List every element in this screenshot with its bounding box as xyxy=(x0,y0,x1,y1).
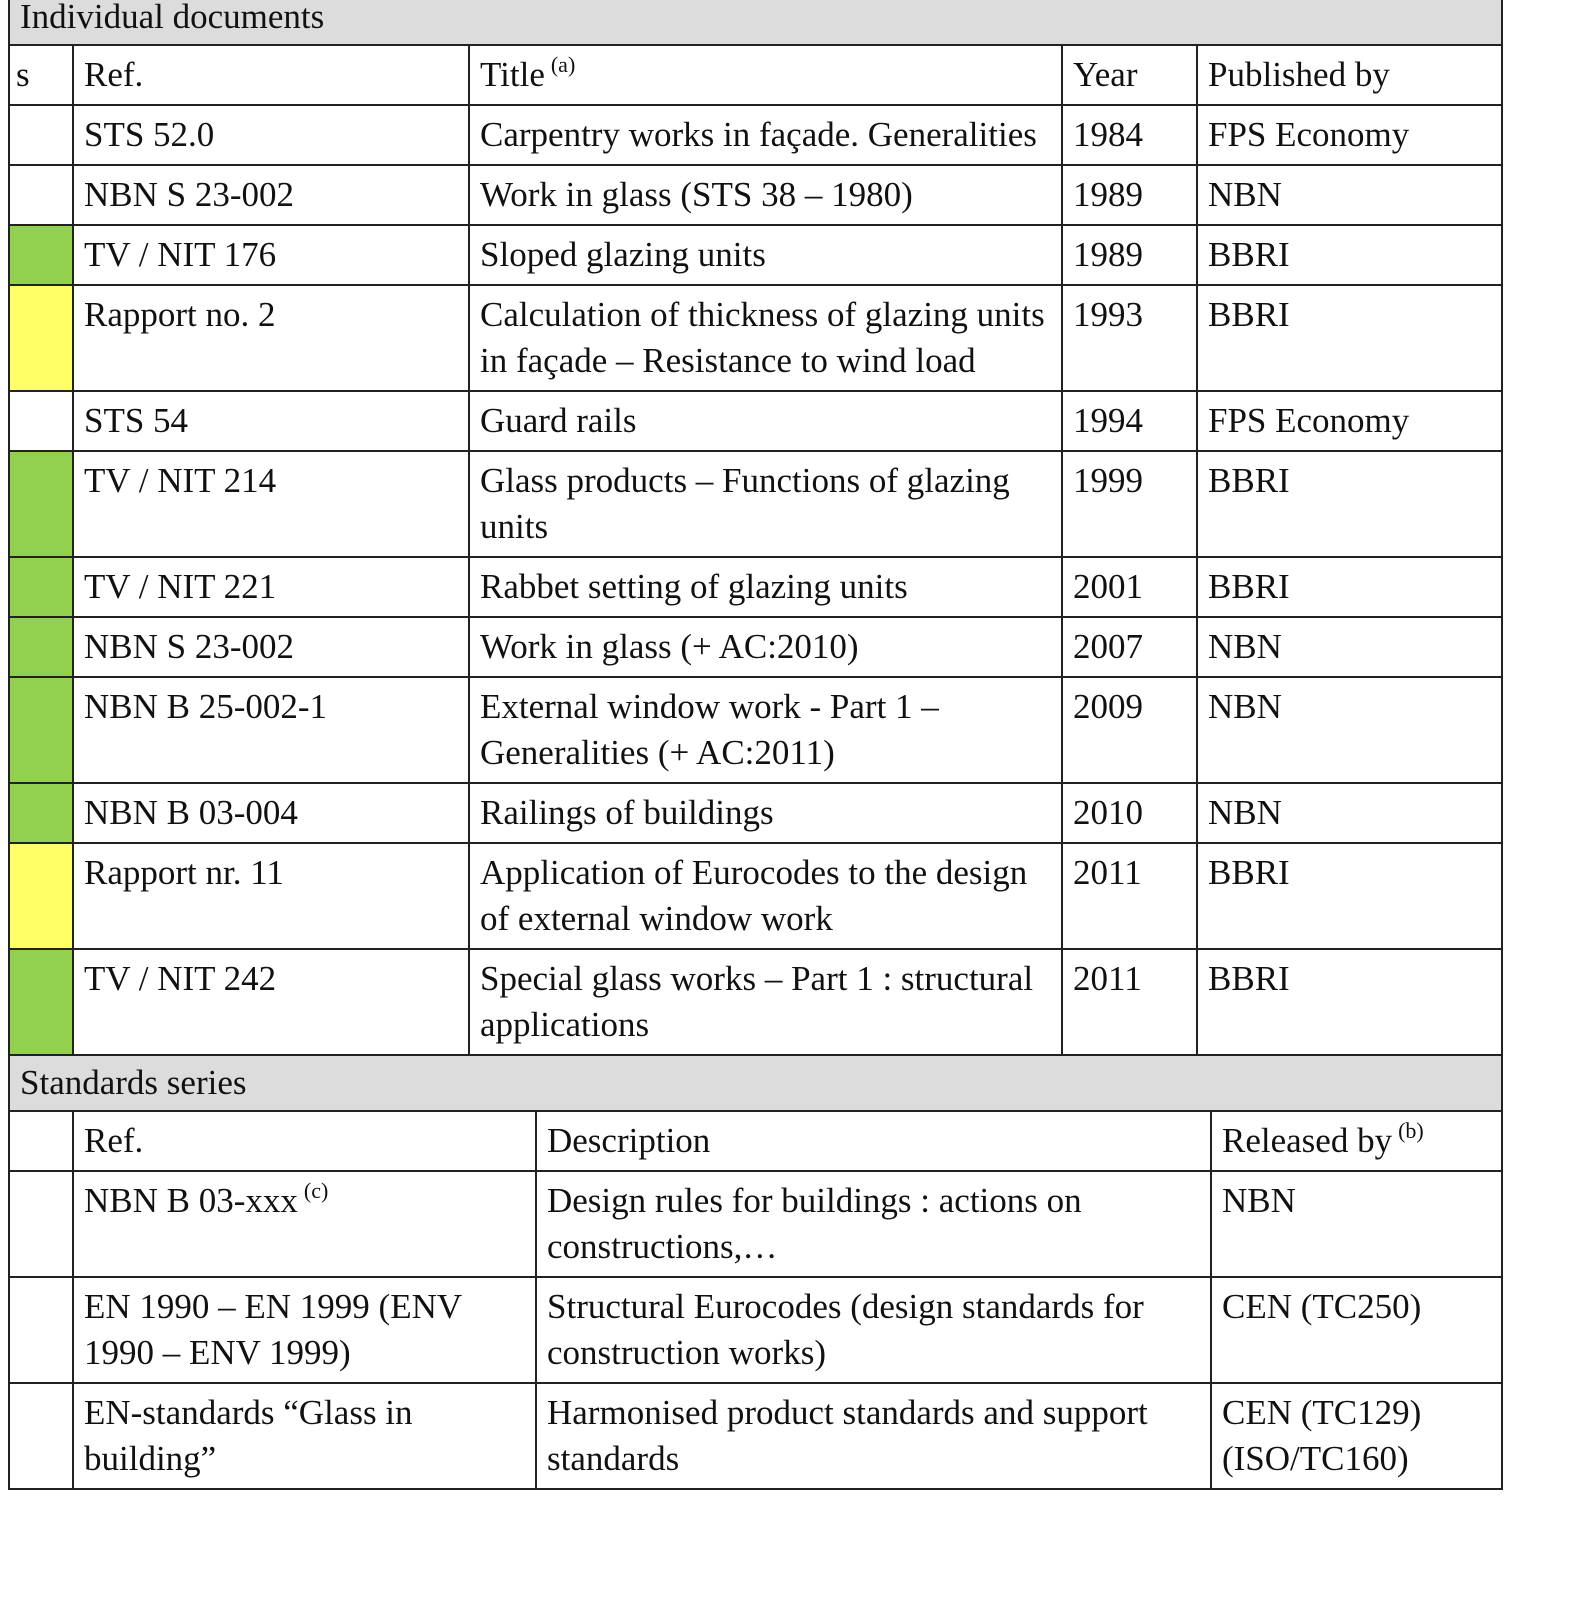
table-row xyxy=(9,451,1502,557)
table-row xyxy=(9,391,1502,451)
title-cell: Application of Eurocodes to the design of external window work xyxy=(469,843,1062,949)
status-indicator xyxy=(9,617,73,677)
publisher-cell: FPS Economy xyxy=(1197,105,1502,165)
publisher-cell: NBN xyxy=(1197,617,1502,677)
title-cell: Guard rails xyxy=(469,391,1062,451)
title-cell: Work in glass (+ AC:2010) xyxy=(469,617,1062,677)
status-indicator xyxy=(9,783,73,843)
ref-cell: NBN B 03-004 xyxy=(73,783,469,843)
released-by-cell: CEN (TC250) xyxy=(1211,1277,1502,1383)
year-cell: 2011 xyxy=(1062,949,1197,1055)
header-published-by: Published by xyxy=(1197,45,1502,105)
status-indicator xyxy=(9,285,73,391)
publisher-cell: BBRI xyxy=(1197,451,1502,557)
status-indicator xyxy=(9,105,73,165)
ref-cell: TV / NIT 221 xyxy=(73,557,469,617)
year-cell: 2007 xyxy=(1062,617,1197,677)
header-title-footnote: (a) xyxy=(550,52,576,77)
table-row xyxy=(9,225,1502,285)
title-cell: Glass products – Functions of glazing units xyxy=(469,451,1062,557)
year-cell: 2010 xyxy=(1062,783,1197,843)
status-indicator xyxy=(9,1383,73,1489)
table-row xyxy=(9,617,1502,677)
publisher-cell: BBRI xyxy=(1197,949,1502,1055)
year-cell: 1989 xyxy=(1062,225,1197,285)
ref-cell: STS 52.0 xyxy=(73,105,469,165)
ref-cell: STS 54 xyxy=(73,391,469,451)
header-s: s xyxy=(9,45,73,105)
title-cell: Carpentry works in façade. Generalities xyxy=(469,105,1062,165)
status-indicator xyxy=(9,225,73,285)
table-row xyxy=(9,677,1502,783)
status-indicator xyxy=(9,677,73,783)
std-ref-cell xyxy=(73,1277,536,1383)
individual-header-row xyxy=(9,45,1502,105)
standards-header-row xyxy=(9,1111,1502,1171)
ref-cell: NBN S 23-002 xyxy=(73,165,469,225)
title-cell: External window work - Part 1 – Generalities (+ AC:2011) xyxy=(469,677,1062,783)
table-row xyxy=(9,165,1502,225)
ref-cell: NBN B 25-002-1 xyxy=(73,677,469,783)
table-row xyxy=(9,949,1502,1055)
status-indicator xyxy=(9,391,73,451)
description-cell: Structural Eurocodes (design standards for construction works) xyxy=(536,1277,1211,1383)
ref-cell: TV / NIT 214 xyxy=(73,451,469,557)
year-cell: 1989 xyxy=(1062,165,1197,225)
publisher-cell: NBN xyxy=(1197,783,1502,843)
header-ref: Ref. xyxy=(73,45,469,105)
std-header-ref: Ref. xyxy=(73,1111,536,1171)
ref-cell: TV / NIT 176 xyxy=(73,225,469,285)
table-row xyxy=(9,843,1502,949)
table-row xyxy=(9,285,1502,391)
publisher-cell: NBN xyxy=(1197,165,1502,225)
year-cell: 1984 xyxy=(1062,105,1197,165)
title-cell: Work in glass (STS 38 – 1980) xyxy=(469,165,1062,225)
title-cell: Rabbet setting of glazing units xyxy=(469,557,1062,617)
status-indicator xyxy=(9,1171,73,1277)
publisher-cell: BBRI xyxy=(1197,285,1502,391)
released-by-cell: NBN xyxy=(1211,1171,1502,1277)
header-year: Year xyxy=(1062,45,1197,105)
status-indicator xyxy=(9,451,73,557)
title-cell: Calculation of thickness of glazing units in façade – Resistance to wind load xyxy=(469,285,1062,391)
status-indicator xyxy=(9,557,73,617)
status-indicator xyxy=(9,949,73,1055)
year-cell: 2009 xyxy=(1062,677,1197,783)
std-ref-footnote: (c) xyxy=(303,1178,329,1203)
std-header-released-by xyxy=(1211,1111,1502,1171)
std-header-released-label: Released by xyxy=(1222,1121,1393,1160)
title-cell: Railings of buildings xyxy=(469,783,1062,843)
description-cell: Harmonised product standards and support standards xyxy=(536,1383,1211,1489)
header-s-blank xyxy=(9,1111,73,1171)
released-by-cell: CEN (TC129) (ISO/TC160) xyxy=(1211,1383,1502,1489)
ref-cell: Rapport nr. 11 xyxy=(73,843,469,949)
publisher-cell: BBRI xyxy=(1197,843,1502,949)
std-ref-text: EN 1990 – EN 1999 (ENV 1990 – ENV 1999) xyxy=(84,1287,462,1372)
section-title-individual: Individual documents xyxy=(9,0,1502,45)
publisher-cell: BBRI xyxy=(1197,225,1502,285)
std-header-description: Description xyxy=(536,1111,1211,1171)
section-title-standards: Standards series xyxy=(9,1055,1502,1111)
table-row xyxy=(9,1277,1502,1383)
year-cell: 2001 xyxy=(1062,557,1197,617)
year-cell: 2011 xyxy=(1062,843,1197,949)
std-ref-text: NBN B 03-xxx xyxy=(84,1181,298,1220)
table-row xyxy=(9,105,1502,165)
table-row xyxy=(9,783,1502,843)
title-cell: Sloped glazing units xyxy=(469,225,1062,285)
ref-cell: NBN S 23-002 xyxy=(73,617,469,677)
table-row xyxy=(9,1383,1502,1489)
year-cell: 1999 xyxy=(1062,451,1197,557)
table-row xyxy=(9,557,1502,617)
ref-cell: TV / NIT 242 xyxy=(73,949,469,1055)
publisher-cell: BBRI xyxy=(1197,557,1502,617)
year-cell: 1993 xyxy=(1062,285,1197,391)
table-row xyxy=(9,1171,1502,1277)
year-cell: 1994 xyxy=(1062,391,1197,451)
header-title-label: Title xyxy=(480,55,545,94)
std-ref-cell xyxy=(73,1383,536,1489)
standards-document-table xyxy=(8,0,1503,1490)
std-header-released-footnote: (b) xyxy=(1398,1118,1424,1143)
std-ref-cell xyxy=(73,1171,536,1277)
status-indicator xyxy=(9,165,73,225)
publisher-cell: NBN xyxy=(1197,677,1502,783)
title-cell: Special glass works – Part 1 : structural applications xyxy=(469,949,1062,1055)
ref-cell: Rapport no. 2 xyxy=(73,285,469,391)
section-header-standards xyxy=(9,1055,1502,1111)
section-header-individual xyxy=(9,0,1502,45)
status-indicator xyxy=(9,1277,73,1383)
description-cell: Design rules for buildings : actions on constructions,… xyxy=(536,1171,1211,1277)
status-indicator xyxy=(9,843,73,949)
header-title xyxy=(469,45,1062,105)
std-ref-text: EN-standards “Glass in building” xyxy=(84,1393,413,1478)
publisher-cell: FPS Economy xyxy=(1197,391,1502,451)
